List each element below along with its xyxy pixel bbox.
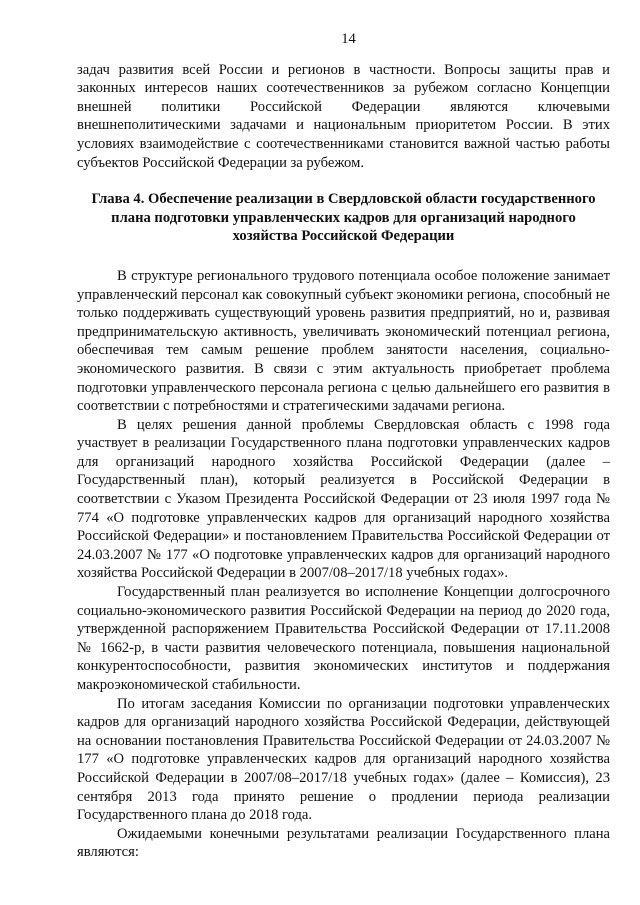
page-number: 14	[341, 31, 356, 47]
document-page	[77, 30, 610, 862]
intro-paragraph: задач развития всей России и регионов в частности. Вопросы защиты прав и законных интересов наших соотечественников за рубежом согласно Концепции внешней политики Российской Федерации являются ключевыми внешнеполитическими задачами и национальным приоритетом России. В этих условиях взаимодействие с соотечественниками становится важной частью работы субъектов Российской Федерации за рубежом.	[77, 61, 610, 171]
paragraph-5: Ожидаемыми конечными результатами реализации Государственного плана являются:	[77, 825, 610, 861]
paragraph-1: В структуре регионального трудового потенциала особое положение занимает управленческий персонал как совокупный субъект экономики региона, способный не только поддерживать существующий уровень развития предприятий, но и, развивая предпринимательскую активность, увеличивать экономический потенциал региона, обеспечивая тем самым решение проблем занятости населения, социально-экономического развития. В связи с этим актуальность приобретает проблема подготовки управленческого персонала региона с целью дальнейшего его развития в соответствии с потребностями и стратегическими задачами региона.	[77, 267, 610, 415]
paragraph-2: В целях решения данной проблемы Свердловская область с 1998 года участвует в реализации Государственного плана подготовки управленческих кадров для организаций народного хозяйства Российской Федерации (далее – Государственный план), который реализуется в Российской Федерации в соответствии с Указом Президента Российской Федерации от 23 июля 1997 года № 774 «О подготовке управленческих кадров для организаций народного хозяйства Российской Федерации» и постановлением Правительства Российской Федерации от 24.03.2007 № 177 «О подготовке управленческих кадров для организаций народного хозяйства Российской Федерации в 2007/08–2017/18 учебных годах».	[77, 416, 610, 582]
paragraph-4: По итогам заседания Комиссии по организации подготовки управленческих кадров для организаций народного хозяйства Российской Федерации, действующей на основании постановления Правительства Российской Федерации от 24.03.2007 № 177 «О подготовке управленческих кадров для организаций народного хозяйства Российской Федерации в 2007/08–2017/18 учебных годах» (далее – Комиссия), 23 сентября 2013 года принято решение о продлении периода реализации Государственного плана до 2018 года.	[77, 695, 610, 824]
paragraph-3: Государственный план реализуется во исполнение Концепции долгосрочного социально-экономического развития Российской Федерации на период до 2020 года, утвержденной распоряжением Правительства Российской Федерации от 17.11.2008 № 1662-р, в части развития человеческого потенциала, повышения национальной конкурентоспособности, развития экономических институтов и поддержания макроэкономической стабильности.	[77, 584, 610, 693]
chapter-title: Глава 4. Обеспечение реализации в Свердловской области государственного плана подготовки управленческих кадров для организаций народного хозяйства Российской Федерации	[91, 191, 596, 245]
